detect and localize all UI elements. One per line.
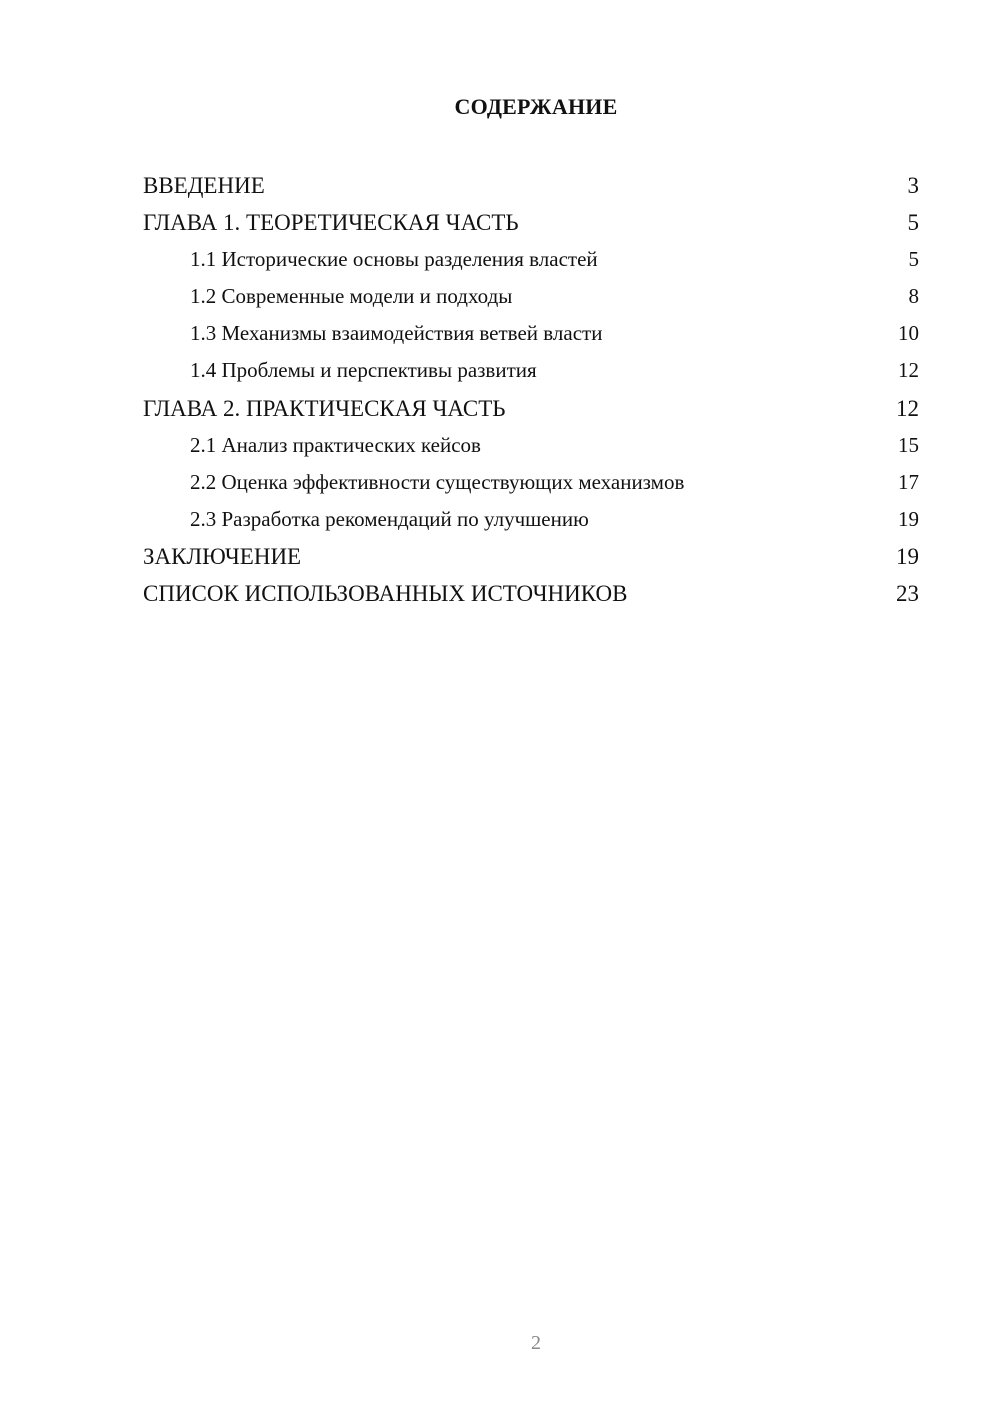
toc-entry-label: 1.1 Исторические основы разделения властей	[190, 247, 598, 272]
toc-entry-label: ГЛАВА 1. ТЕОРЕТИЧЕСКАЯ ЧАСТЬ	[143, 210, 519, 236]
toc-entry-label: ВВЕДЕНИЕ	[143, 173, 265, 198]
toc-entry-page: 5	[907, 210, 919, 236]
toc-entry[interactable]	[143, 204, 919, 241]
toc-entry-label: 1.3 Механизмы взаимодействия ветвей власти	[190, 321, 603, 346]
toc-entry-page: 8	[908, 284, 919, 309]
toc-entry-label: ГЛАВА 2. ПРАКТИЧЕСКАЯ ЧАСТЬ	[143, 395, 506, 421]
toc-subentry[interactable]	[143, 501, 919, 538]
toc-entry-page: 10	[898, 321, 919, 346]
toc-entry-label: 2.3 Разработка рекомендаций по улучшению	[190, 506, 589, 531]
toc-subentry[interactable]	[143, 427, 919, 464]
toc-entry-page: 12	[898, 358, 919, 383]
toc-title: СОДЕРЖАНИЕ	[454, 94, 618, 119]
toc-entry-page: 12	[896, 395, 919, 421]
toc-entry-page: 15	[898, 432, 919, 457]
toc-entry[interactable]	[143, 167, 919, 204]
toc-entry-label: СПИСОК ИСПОЛЬЗОВАННЫХ ИСТОЧНИКОВ	[143, 581, 628, 607]
toc-entry-page: 19	[896, 543, 919, 569]
page-number: 2	[531, 1332, 541, 1354]
toc-entry-page: 19	[898, 506, 919, 531]
toc-list	[143, 167, 919, 612]
toc-entry-page: 5	[908, 247, 919, 272]
toc-subentry[interactable]	[143, 464, 919, 501]
toc-subentry[interactable]	[143, 241, 919, 278]
toc-entry-label: ЗАКЛЮЧЕНИЕ	[143, 543, 302, 569]
toc-entry-label: 2.2 Оценка эффективности существующих механизмов	[190, 469, 685, 494]
toc-entry-label: 2.1 Анализ практических кейсов	[190, 432, 481, 457]
toc-subentry[interactable]	[143, 278, 919, 315]
toc-entry[interactable]	[143, 538, 919, 575]
toc-entry[interactable]	[143, 390, 919, 427]
toc-entry-page: 17	[898, 469, 919, 494]
toc-entry[interactable]	[143, 575, 919, 612]
toc-entry-label: 1.4 Проблемы и перспективы развития	[190, 358, 537, 383]
toc-subentry[interactable]	[143, 352, 919, 389]
toc-subentry[interactable]	[143, 315, 919, 352]
toc-entry-page: 23	[896, 581, 919, 607]
toc-entry-page: 3	[907, 173, 919, 198]
toc-entry-label: 1.2 Современные модели и подходы	[190, 284, 513, 309]
